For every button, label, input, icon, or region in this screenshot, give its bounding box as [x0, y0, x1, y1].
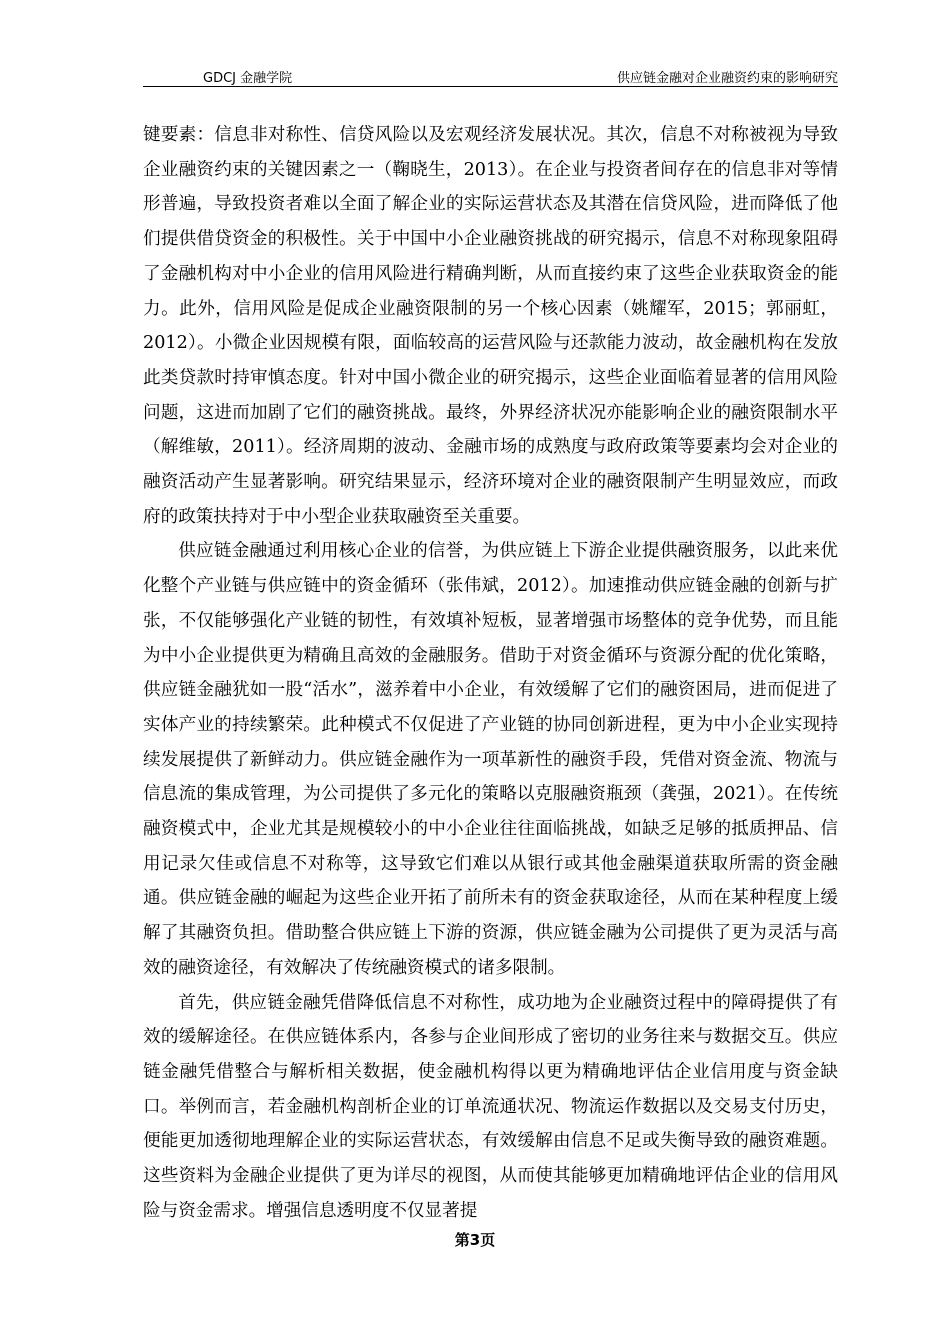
page-header	[143, 64, 838, 87]
header-title: 供应链金融对企业融资约束的影响研究	[616, 71, 838, 86]
body-text	[143, 118, 838, 1229]
paragraph-1: 键要素：信息非对称性、信贷风险以及宏观经济发展状况。其次，信息不对称被视为导致企业融资约束的关键因素之一（鞠晓生，2013）。在企业与投资者间存在的信息非对等情形普遍，导致投资者难以全面了解企业的实际运营状态及其潜在信贷风险，进而降低了他们提供借贷资金的积极性。关于中国中小企业融资挑战的研究揭示，信息不对称现象阻碍了金融机构对中小企业的信用风险进行精确判断，从而直接约束了这些企业获取资金的能力。此外，信用风险是促成企业融资限制的另一个核心因素（姚耀军，2015；郭丽虹，2012）。小微企业因规模有限，面临较高的运营风险与还款能力波动，故金融机构在发放此类贷款时持审慎态度。针对中国小微企业的研究揭示，这些企业面临着显著的信用风险问题，这进而加剧了它们的融资挑战。最终，外界经济状况亦能影响企业的融资限制水平（解维敏，2011）。经济周期的波动、金融市场的成熟度与政府政策等要素均会对企业的融资活动产生显著影响。研究结果显示，经济环境对企业的融资限制产生明显效应，而政府的政策扶持对于中小型企业获取融资至关重要。	[143, 125, 838, 527]
header-institution: GDCJ 金融学院	[203, 71, 293, 86]
paragraph-2: 供应链金融通过利用核心企业的信誉，为供应链上下游企业提供融资服务，以此来优化整个产业链与供应链中的资金循环（张伟斌，2012）。加速推动供应链金融的创新与扩张，不仅能够强化产业链的韧性，有效填补短板，显著增强市场整体的竞争优势，而且能为中小企业提供更为精确且高效的金融服务。借助于对资金循环与资源分配的优化策略，供应链金融犹如一股“活水”，滋养着中小企业，有效缓解了它们的融资困局，进而促进了实体产业的持续繁荣。此种模式不仅促进了产业链的协同创新进程，更为中小企业实现持续发展提供了新鲜动力。供应链金融作为一项革新性的融资手段，凭借对资金流、物流与信息流的集成管理，为公司提供了多元化的策略以克服融资瓶颈（龚强，2021）。在传统融资模式中，企业尤其是规模较小的中小企业往往面临挑战，如缺乏足够的抵质押品、信用记录欠佳或信息不对称等，这导致它们难以从银行或其他金融渠道获取所需的资金融通。供应链金融的崛起为这些企业开拓了前所未有的资金获取途径，从而在某种程度上缓解了其融资负担。借助整合供应链上下游的资源，供应链金融为公司提供了更为灵活与高效的融资途径，有效解决了传统融资模式的诸多限制。	[143, 541, 838, 978]
page-number: 第3页	[454, 1231, 496, 1249]
paragraph-3: 首先，供应链金融凭借降低信息不对称性，成功地为企业融资过程中的障碍提供了有效的缓解途径。在供应链体系内，各参与企业间形成了密切的业务往来与数据交互。供应链金融凭借整合与解析相关数据，使金融机构得以更为精确地评估企业信用度与资金缺口。举例而言，若金融机构剖析企业的订单流通状况、物流运作数据以及交易支付历史，便能更加透彻地理解企业的实际运营状态，有效缓解由信息不足或失衡导致的融资难题。这些资料为金融企业提供了更为详尽的视图，从而使其能够更加精确地评估企业的信用风险与资金需求。增强信息透明度不仅显著提	[143, 992, 838, 1221]
